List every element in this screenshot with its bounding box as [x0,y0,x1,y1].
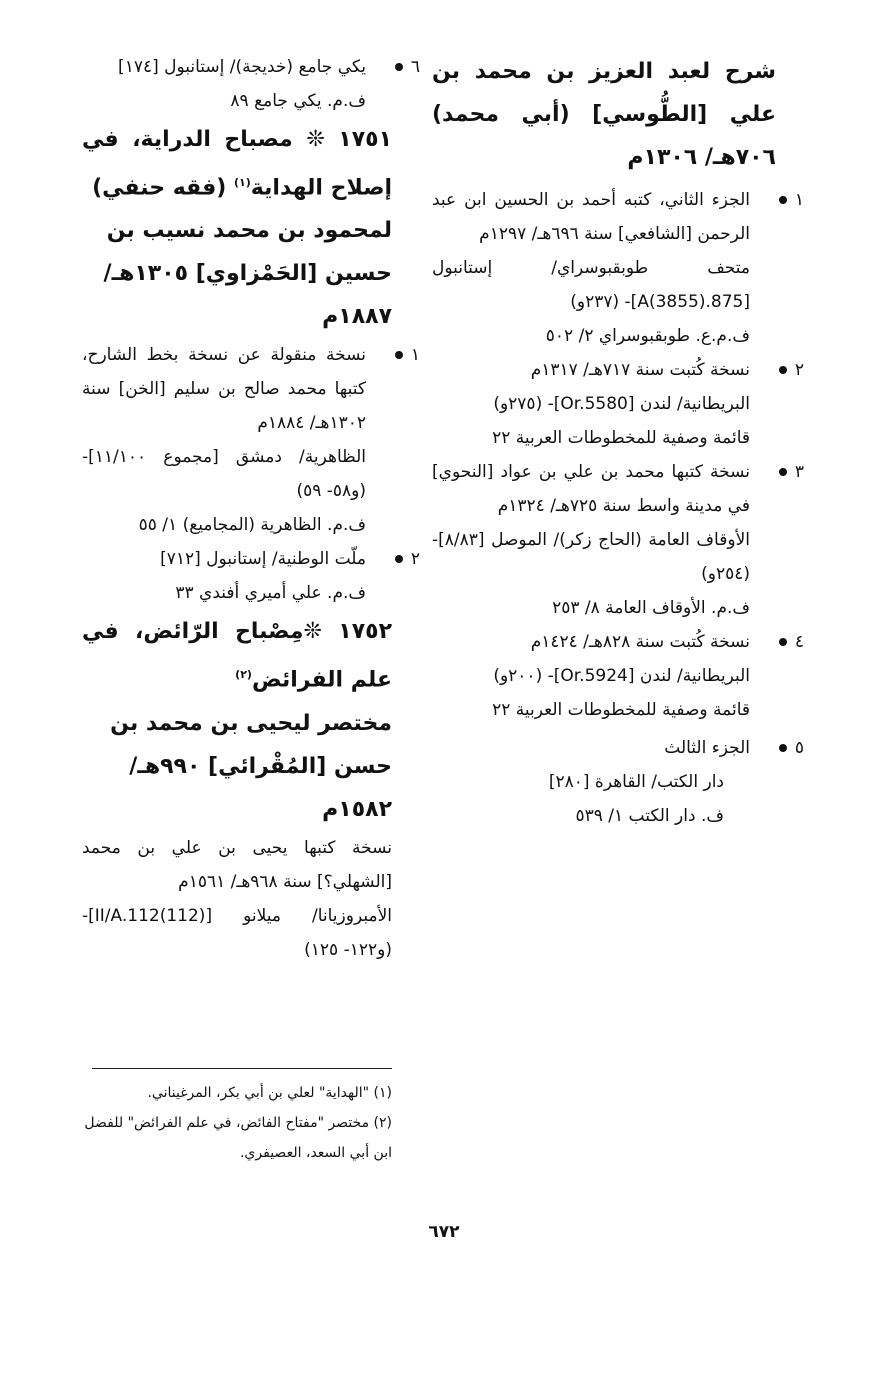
entry-title-1751: ١٧٥١ ❊ مصباح الدراية، في إصلاح الهداية$^{(١)}$ (فقه حنفي) [82,127,392,201]
item-catalog-ref: ف.م. الأوقاف العامة ٨/ ٢٥٣ [552,598,750,618]
manuscript-item [432,731,804,833]
item-marker: ٣ [773,455,804,489]
bullet-icon [779,366,787,374]
manuscript-item [82,50,420,118]
item-description: الجزء الثاني، كتبه أحمد بن الحسين ابن عبد الرحمن [الشافعي] سنة ٦٩٦هـ/ ١٢٩٧م [432,190,750,244]
manuscript-item [82,542,420,610]
item-marker: ٢ [389,542,420,576]
commentary-heading: شرح لعبد العزيز بن محمد بن علي [الطُّوسي] (أبي محمد) ٧٠٦هـ/ ١٣٠٦م [432,59,776,170]
footnote-ref: (٢) [235,668,252,682]
item-marker: ٥ [773,731,804,765]
item-marker: ٢ [773,353,804,387]
item-marker: ٦ [389,50,420,84]
item-description: نسخة كتبها يحيى بن علي بن محمد [الشهلي؟] سنة ٩٦٨هـ/ ١٥٦١م [82,837,392,892]
page-number: ٦٧٢ [428,1222,460,1242]
bullet-icon [779,196,787,204]
bullet-icon [779,744,787,752]
item-location: دار الكتب/ القاهرة [٢٨٠] [548,772,724,792]
footnote-ref: (١) [234,176,251,189]
bullet-icon [395,555,403,563]
footnote: (١) "الهداية" لعلي بن أبي بكر، المرغيناني. [147,1085,392,1101]
item-location: يكي جامع (خديجة)/ إستانبول [١٧٤] [118,57,366,77]
item-location: البريطانية/ لندن [Or.5924]- (٢٠٠و) [493,666,750,686]
footnotes [82,1078,392,1168]
item-description: نسخة كتبها محمد بن علي بن عواد [النحوي] في مدينة واسط سنة ٧٢٥هـ/ ١٣٢٤م [432,462,750,516]
entry-subject: (فقه حنفي) [92,175,227,201]
entry-author-1752: مختصر ليحيى بن محمد بن حسن [المُقْرائي] ٩٩٠هـ/ ١٥٨٢م [110,710,392,822]
item-location: الظاهرية/ دمشق [مجموع ١١/١٠٠]- (و٥٨- ٥٩) [82,447,366,502]
item-description: نسخة منقولة عن نسخة بخط الشارح، كتبها محمد صالح بن سليم [الخن] سنة ١٣٠٢هـ/ ١٨٨٤م [82,345,366,434]
item-marker: ١ [773,183,804,217]
right-column [432,50,804,833]
item-catalog-ref: ف.م. الظاهرية (المجاميع) ١/ ٥٥ [138,515,366,536]
item-location: ملّت الوطنية/ إستانبول [٧١٢] [160,549,366,570]
item-marker: ٤ [773,625,804,659]
item-catalog-ref: ف.م. علي أميري أفندي ٣٣ [175,583,366,604]
item-catalog-ref: ف.م. يكي جامع ٨٩ [230,91,366,111]
manuscript-item [432,183,804,353]
footnote-divider [92,1068,392,1069]
item-catalog-ref: ف.م.ع. طوبقبوسراي ٢/ ٥٠٢ [545,326,750,346]
item-location: البريطانية/ لندن [Or.5580]- (٢٧٥و) [493,394,750,414]
item-description: نسخة كُتبت سنة ٨٢٨هـ/ ١٤٢٤م [530,632,750,652]
item-catalog-ref: ف. دار الكتب ١/ ٥٣٩ [575,806,724,826]
item-catalog-ref: قائمة وصفية للمخطوطات العربية ٢٢ [492,700,750,720]
left-column [82,50,420,967]
item-description: الجزء الثالث [664,738,750,758]
entry-title-1752: ١٧٥٢ ❊مِصْباح الرّائض، في علم الفرائض$^{(٢)}$ [82,619,392,693]
bullet-icon [779,468,787,476]
entry-author-1751: لمحمود بن محمد نسيب بن حسين [الحَمْزاوي] ١٣٠٥هـ/ ١٨٨٧م [103,218,392,330]
item-location: الأمبروزيانا/ ميلانو [II/A.112(112)]- (و١٢٢- ١٢٥) [82,905,392,960]
bullet-icon [395,63,403,71]
manuscript-item [432,455,804,625]
item-location: متحف طوبقبوسراي/ إستانبول [875.A(3855)]- (٢٣٧و) [432,258,750,312]
item-catalog-ref: قائمة وصفية للمخطوطات العربية ٢٢ [492,428,750,448]
item-marker: ١ [389,338,420,372]
bullet-icon [395,351,403,359]
manuscript-item [432,353,804,455]
bullet-icon [779,638,787,646]
item-description: نسخة كُتبت سنة ٧١٧هـ/ ١٣١٧م [530,360,750,380]
manuscript-item [432,625,804,727]
manuscript-item [82,338,420,542]
item-location: الأوقاف العامة (الحاج زكر)/ الموصل [٨/٨٣]- (٢٥٤و) [432,530,750,584]
footnote: (٢) مختصر "مفتاح الفائض، في علم الفرائض" للفضل ابن أبي السعد، العصيفري. [84,1115,392,1161]
